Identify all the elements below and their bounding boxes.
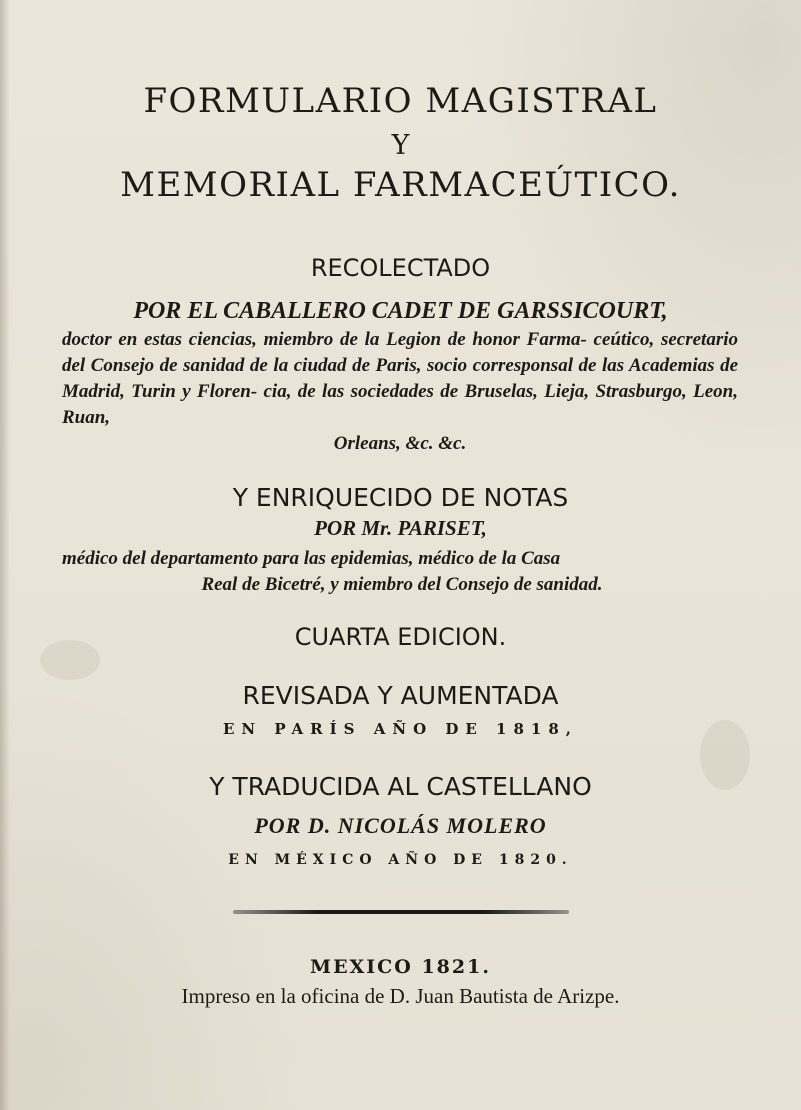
author-credentials-text: doctor en estas ciencias, miembro de la Legion de honor Farma- ceútico, secretario del Consejo de sanidad de la ciudad de Paris, socio corresponsal de las Academias de Madrid, Turin y Floren- cia, de las sociedades de Bruselas, Lieja, Strasburgo, Leon, Ruan, bbox=[62, 329, 738, 428]
imprint-printer: Impreso en la oficina de D. Juan Bautista de Arizpe. bbox=[181, 984, 620, 1008]
translator-byline: POR D. NICOLÁS MOLERO bbox=[254, 813, 547, 838]
notes-byline: POR Mr. PARISET, bbox=[314, 516, 487, 540]
imprint-place-year: MEXICO 1821. bbox=[310, 956, 491, 978]
author-credentials-last-line: Orleans, &c. &c. bbox=[333, 433, 467, 454]
recolectado-heading: RECOLECTADO bbox=[310, 254, 491, 282]
author-credentials bbox=[62, 327, 738, 457]
title-line-2: MEMORIAL FARMACEÚTICO. bbox=[120, 165, 681, 205]
revised-heading: REVISADA Y AUMENTADA bbox=[242, 681, 559, 710]
translation-heading: Y TRADUCIDA AL CASTELLANO bbox=[209, 772, 592, 801]
revised-place-year: EN PARÍS AÑO DE 1818, bbox=[222, 720, 578, 738]
title-line-1: FORMULARIO MAGISTRAL bbox=[143, 81, 658, 121]
notes-credentials-text: médico del departamento para las epidemias, médico de la Casa bbox=[62, 548, 561, 569]
divider-rule bbox=[233, 910, 569, 914]
translation-place-year: EN MÉXICO AÑO DE 1820. bbox=[228, 852, 573, 868]
edition-heading: CUARTA EDICION. bbox=[294, 623, 507, 651]
author-byline: POR EL CABALLERO CADET DE GARSSICOURT, bbox=[133, 298, 668, 324]
title-conjunction: Y bbox=[391, 130, 410, 161]
page-spine-shadow bbox=[0, 0, 10, 1110]
notes-credentials bbox=[62, 546, 742, 598]
notes-heading: Y ENRIQUECIDO DE NOTAS bbox=[232, 483, 569, 512]
notes-credentials-last-line: Real de Bicetré, y miembro del Consejo de sanidad. bbox=[201, 574, 603, 595]
